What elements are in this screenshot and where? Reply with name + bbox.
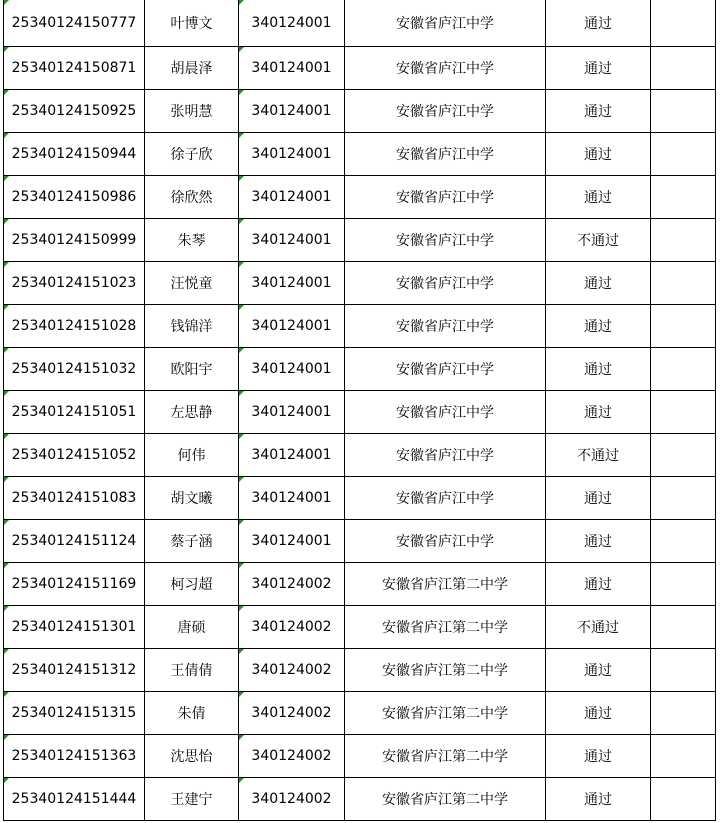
empty-cell	[651, 649, 716, 692]
empty-cell	[651, 0, 716, 47]
exam-id-cell: 25340124151052	[4, 434, 145, 477]
table-row	[4, 778, 716, 821]
school-code-cell: 340124001	[239, 219, 345, 262]
table-row	[4, 563, 716, 606]
student-name-cell: 唐硕	[145, 606, 239, 649]
exam-id-cell: 25340124150777	[4, 0, 145, 47]
school-code-cell: 340124001	[239, 262, 345, 305]
exam-id-cell: 25340124151028	[4, 305, 145, 348]
result-cell: 通过	[546, 520, 651, 563]
result-cell: 通过	[546, 176, 651, 219]
school-code-cell: 340124001	[239, 391, 345, 434]
empty-cell	[651, 219, 716, 262]
student-name-cell: 柯习超	[145, 563, 239, 606]
school-name-cell: 安徽省庐江中学	[345, 520, 546, 563]
empty-cell	[651, 563, 716, 606]
exam-id-cell: 25340124151169	[4, 563, 145, 606]
table-row	[4, 735, 716, 778]
result-cell: 通过	[546, 778, 651, 821]
empty-cell	[651, 735, 716, 778]
result-cell: 通过	[546, 692, 651, 735]
school-code-cell: 340124001	[239, 520, 345, 563]
exam-id-cell: 25340124150999	[4, 219, 145, 262]
exam-id-cell: 25340124151301	[4, 606, 145, 649]
table-row	[4, 692, 716, 735]
student-name-cell: 朱琴	[145, 219, 239, 262]
school-name-cell: 安徽省庐江第二中学	[345, 649, 546, 692]
result-cell: 不通过	[546, 434, 651, 477]
result-cell: 通过	[546, 262, 651, 305]
table-row	[4, 606, 716, 649]
student-name-cell: 王建宁	[145, 778, 239, 821]
school-name-cell: 安徽省庐江第二中学	[345, 606, 546, 649]
result-cell: 通过	[546, 735, 651, 778]
school-code-cell: 340124001	[239, 47, 345, 90]
school-name-cell: 安徽省庐江第二中学	[345, 563, 546, 606]
result-cell: 通过	[546, 90, 651, 133]
student-name-cell: 徐子欣	[145, 133, 239, 176]
result-cell: 不通过	[546, 219, 651, 262]
school-name-cell: 安徽省庐江中学	[345, 348, 546, 391]
student-name-cell: 左思静	[145, 391, 239, 434]
table-row	[4, 262, 716, 305]
student-name-cell: 叶博文	[145, 0, 239, 47]
empty-cell	[651, 47, 716, 90]
empty-cell	[651, 262, 716, 305]
school-name-cell: 安徽省庐江中学	[345, 262, 546, 305]
exam-id-cell: 25340124151051	[4, 391, 145, 434]
exam-id-cell: 25340124151032	[4, 348, 145, 391]
result-cell: 通过	[546, 563, 651, 606]
school-name-cell: 安徽省庐江中学	[345, 47, 546, 90]
student-name-cell: 胡晨泽	[145, 47, 239, 90]
student-name-cell: 朱倩	[145, 692, 239, 735]
table-row	[4, 434, 716, 477]
exam-id-cell: 25340124151023	[4, 262, 145, 305]
empty-cell	[651, 692, 716, 735]
result-cell: 通过	[546, 391, 651, 434]
student-name-cell: 何伟	[145, 434, 239, 477]
table-row	[4, 90, 716, 133]
school-code-cell: 340124001	[239, 348, 345, 391]
student-name-cell: 汪悦童	[145, 262, 239, 305]
school-code-cell: 340124002	[239, 563, 345, 606]
result-cell: 通过	[546, 348, 651, 391]
student-name-cell: 张明慧	[145, 90, 239, 133]
table-row	[4, 477, 716, 520]
school-code-cell: 340124002	[239, 606, 345, 649]
school-code-cell: 340124002	[239, 735, 345, 778]
school-name-cell: 安徽省庐江第二中学	[345, 692, 546, 735]
school-name-cell: 安徽省庐江中学	[345, 176, 546, 219]
school-name-cell: 安徽省庐江中学	[345, 0, 546, 47]
exam-id-cell: 25340124151444	[4, 778, 145, 821]
empty-cell	[651, 133, 716, 176]
student-name-cell: 蔡子涵	[145, 520, 239, 563]
exam-id-cell: 25340124150986	[4, 176, 145, 219]
empty-cell	[651, 305, 716, 348]
table-body	[4, 0, 716, 821]
student-name-cell: 胡文曦	[145, 477, 239, 520]
school-name-cell: 安徽省庐江中学	[345, 434, 546, 477]
table-row	[4, 176, 716, 219]
exam-id-cell: 25340124151083	[4, 477, 145, 520]
result-cell: 通过	[546, 0, 651, 47]
result-cell: 通过	[546, 47, 651, 90]
school-code-cell: 340124001	[239, 477, 345, 520]
school-name-cell: 安徽省庐江第二中学	[345, 778, 546, 821]
table-row	[4, 520, 716, 563]
exam-id-cell: 25340124151312	[4, 649, 145, 692]
results-table	[3, 0, 716, 821]
empty-cell	[651, 434, 716, 477]
school-code-cell: 340124001	[239, 305, 345, 348]
school-code-cell: 340124002	[239, 649, 345, 692]
school-name-cell: 安徽省庐江中学	[345, 133, 546, 176]
school-code-cell: 340124001	[239, 176, 345, 219]
empty-cell	[651, 348, 716, 391]
school-name-cell: 安徽省庐江中学	[345, 477, 546, 520]
school-code-cell: 340124002	[239, 692, 345, 735]
table-row	[4, 305, 716, 348]
table-row	[4, 0, 716, 47]
school-name-cell: 安徽省庐江第二中学	[345, 735, 546, 778]
school-name-cell: 安徽省庐江中学	[345, 391, 546, 434]
result-cell: 通过	[546, 133, 651, 176]
school-code-cell: 340124001	[239, 0, 345, 47]
exam-id-cell: 25340124150944	[4, 133, 145, 176]
student-name-cell: 王倩倩	[145, 649, 239, 692]
empty-cell	[651, 520, 716, 563]
student-name-cell: 欧阳宇	[145, 348, 239, 391]
exam-id-cell: 25340124151315	[4, 692, 145, 735]
result-cell: 不通过	[546, 606, 651, 649]
school-code-cell: 340124001	[239, 434, 345, 477]
exam-id-cell: 25340124151363	[4, 735, 145, 778]
empty-cell	[651, 176, 716, 219]
table-row	[4, 391, 716, 434]
table-row	[4, 649, 716, 692]
exam-id-cell: 25340124151124	[4, 520, 145, 563]
empty-cell	[651, 477, 716, 520]
school-name-cell: 安徽省庐江中学	[345, 219, 546, 262]
exam-id-cell: 25340124150925	[4, 90, 145, 133]
result-cell: 通过	[546, 305, 651, 348]
exam-id-cell: 25340124150871	[4, 47, 145, 90]
table-row	[4, 348, 716, 391]
student-name-cell: 沈思怡	[145, 735, 239, 778]
student-name-cell: 钱锦洋	[145, 305, 239, 348]
table-row	[4, 47, 716, 90]
school-name-cell: 安徽省庐江中学	[345, 90, 546, 133]
empty-cell	[651, 391, 716, 434]
school-code-cell: 340124001	[239, 133, 345, 176]
school-code-cell: 340124002	[239, 778, 345, 821]
table-row	[4, 219, 716, 262]
empty-cell	[651, 90, 716, 133]
school-code-cell: 340124001	[239, 90, 345, 133]
empty-cell	[651, 778, 716, 821]
table-row	[4, 133, 716, 176]
result-cell: 通过	[546, 649, 651, 692]
school-name-cell: 安徽省庐江中学	[345, 305, 546, 348]
student-name-cell: 徐欣然	[145, 176, 239, 219]
empty-cell	[651, 606, 716, 649]
result-cell: 通过	[546, 477, 651, 520]
